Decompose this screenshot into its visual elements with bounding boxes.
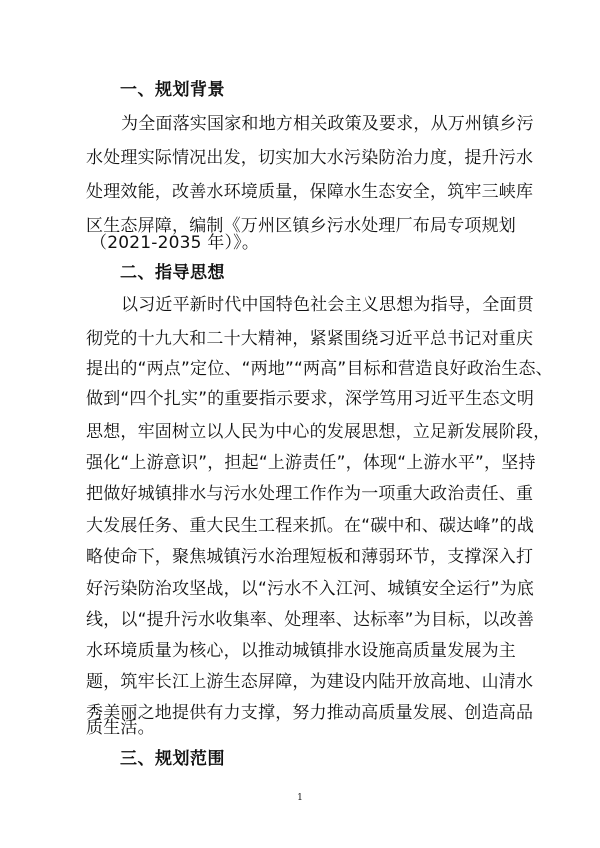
page-number: 1	[297, 793, 303, 803]
paragraph-line: 处理效能，改善水环境质量，保障水生态安全，筑牢三峡库	[86, 182, 534, 202]
paragraph-line: 大发展任务、重大民生工程来抓。在“碳中和、碳达峰”的战	[86, 516, 535, 536]
paragraph-line: 略使命下，聚焦城镇污水治理短板和薄弱环节，支撑深入打	[86, 547, 534, 567]
paragraph-line: 思想，牢固树立以人民为中心的发展思想，立足新发展阶段，	[86, 422, 551, 442]
paragraph-line: 题，筑牢长江上游生态屏障，为建设内陆开放高地、山清水	[86, 672, 534, 692]
section-heading-1: 一、规划背景	[120, 80, 225, 100]
paragraph-line: 线，以“提升污水收集率、处理率、达标率”为目标，以改善	[86, 610, 535, 630]
paragraph-line: 质生活。	[86, 718, 155, 738]
paragraph-line: 秀美丽之地提供有力支撑，努力推动高质量发展、创造高品	[86, 703, 534, 723]
section-heading-3: 三、规划范围	[120, 749, 225, 769]
paragraph-line: 为全面落实国家和地方相关政策及要求，从万州镇乡污	[121, 114, 534, 134]
paragraph-line: 水处理实际情况出发，切实加大水污染防治力度，提升污水	[86, 148, 534, 168]
paragraph-line: 强化“上游意识”，担起“上游责任”，体现“上游水平”，坚持	[86, 453, 536, 473]
paragraph-line: 区生态屏障，编制《万州区镇乡污水处理厂布局专项规划	[86, 216, 516, 236]
paragraph-line: 好污染防治攻坚战，以“污水不入江河、城镇安全运行”为底	[86, 579, 535, 599]
paragraph-line: 水环境质量为核心，以推动城镇排水设施高质量发展为主	[86, 641, 516, 661]
paragraph-line: （2021-2035 年）》。	[90, 233, 260, 253]
paragraph-line: 做到“四个扎实”的重要指示要求，深学笃用习近平生态文明	[86, 389, 535, 409]
paragraph-line: 把做好城镇排水与污水处理工作作为一项重大政治责任、重	[86, 484, 534, 504]
paragraph-line: 彻党的十九大和二十大精神，紧紧围绕习近平总书记对重庆	[86, 329, 534, 349]
section-heading-2: 二、指导思想	[120, 263, 225, 283]
paragraph-line: 以习近平新时代中国特色社会主义思想为指导，全面贯	[121, 295, 534, 315]
paragraph-line: 提出的“两点”定位、“两地”“两高”目标和营造良好政治生态、	[86, 359, 553, 379]
